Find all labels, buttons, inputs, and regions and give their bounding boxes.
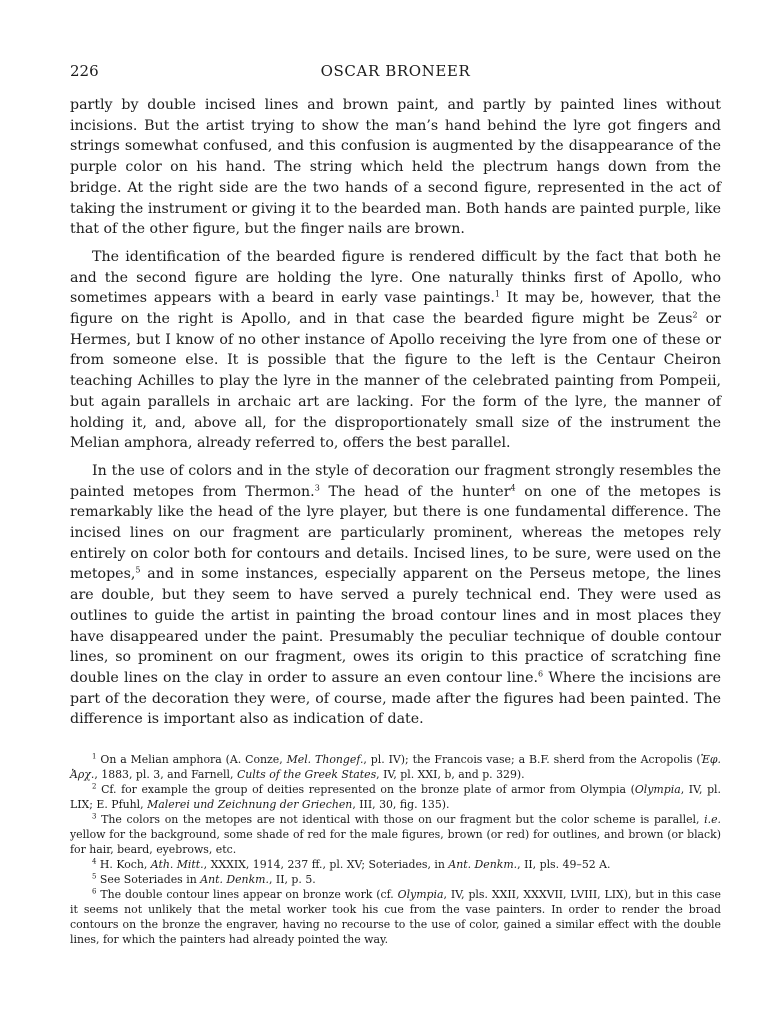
footnote-marker: 1 [494,289,500,299]
text-run: , II, p. 5. [268,873,316,886]
text-run: H. Koch, [96,858,151,871]
italic-citation: Ἐφ. Ἀρχ. [70,753,721,781]
italic-citation: i.e. [704,813,721,826]
text-run: partly by double incised lines and brown paint, and partly by painted lines without incisions. But the artist trying to show the man’s hand behind the lyre got fingers and strings somewhat confused, and this confusion is augmented by the disappearance of the purple color on his hand. The string which held the plectrum hangs down from the bridge. At the right side are the two hands of a second figure, represented in the act of taking the instrument or giving it to the bearded man. Both hands are painted purple, like that of the other figure, but the finger nails are brown. [70,97,721,238]
italic-citation: Ant. Denkm. [448,858,518,871]
footnote-marker: 4 [510,482,516,492]
italic-citation: Ant. Denkm. [200,873,269,886]
text-run: , XXXIX, 1914, 237 ff., pl. XV; Soteriades, in [203,858,449,871]
text-run: yellow for the background, some shade of red for the male figures, brown (or red) for outlines, and brown (or black) for hair, beard, eyebrows, etc. [70,828,721,856]
paragraph [70,247,721,454]
paragraph [70,461,721,730]
footnote-marker: 6 [538,669,544,679]
footnote-marker: 3 [314,482,320,492]
text-run: , II, pls. 49–52 A. [517,858,611,871]
text-run: The identification of the bearded figure is rendered difficult by the fact that both he and the second figure are holding the lyre. One naturally thinks first of Apollo, who sometimes appears with a beard in early vase paintings. [70,248,721,307]
body-text [70,95,721,737]
running-head: OSCAR BRONEER [320,62,471,80]
text-run: on one of the metopes is remarkably like the head of the lyre player, but there is one fundamental difference. The incised lines on our fragment are particularly prominent, whereas the metopes rely entirely on color both for contours and details. Incised lines, to be sure, were used on the metopes, [70,483,721,583]
text-run: , 1883, pl. 3, and Farnell, [94,768,237,781]
footnote-marker: 3 [92,812,97,821]
footnote-marker: 1 [92,752,97,761]
footnote [70,782,721,812]
text-run: or Hermes, but I know of no other instance of Apollo receiving the lyre from one of these or from someone else. It is possible that the figure to the left is the Centaur Cheiron teaching Achilles to play the lyre in the manner of the celebrated painting from Pompeii, but again parallels in archaic art are lacking. For the form of the lyre, the manner of holding it, and, above all, for the disproportionately small size of the instrument the Melian amphora, already referred to, offers the best parallel. [70,311,722,452]
page-header [70,62,721,84]
footnote [70,857,721,872]
footnote [70,887,721,947]
footnote-marker: 4 [92,857,97,866]
text-run: See Soteriades in [96,873,201,886]
text-run: , IV, pls. XXII, XXXVII, LVIII, LIX), but in this case it seems not unlikely that the metal worker took his cue from the vase painters. In order to render the broad contours on the bronze the engraver, having no recourse to the use of color, gained a similar effect with the double lines, for which the painters had already pointed the way. [70,888,721,946]
italic-citation: Olympia [397,888,444,901]
text-run: , pl. IV); the Francois vase; a B.F. sherd from the Acropolis ( [363,753,701,766]
text-run: The colors on the metopes are not identical with those on our fragment but the color scheme is parallel, [96,813,705,826]
footnote-marker: 2 [92,782,97,791]
text-run: Where the incisions are part of the decoration they were, of course, made after the figures had been painted. The difference is important also as indication of date. [70,669,721,728]
footnotes [70,752,721,947]
text-run: On a Melian amphora (A. Conze, [96,753,287,766]
italic-citation: Olympia [634,783,681,796]
italic-citation: Mel. Thongef. [286,753,364,766]
footnote [70,872,721,887]
footnote [70,752,721,782]
page-number: 226 [70,62,99,80]
text-run: The head of the hunter [319,483,511,500]
footnote-marker: 5 [135,565,141,575]
text-run: It may be, however, that the figure on the right is Apollo, and in that case the bearded figure might be Zeus [70,290,722,328]
footnote [70,812,721,857]
paragraph [70,95,721,240]
text-run: , IV, pl. LIX; E. Pfuhl, [70,783,721,811]
footnote-marker: 2 [692,310,698,320]
footnote-marker: 6 [92,887,97,896]
text-run: The double contour lines appear on bronze work (cf. [96,888,398,901]
text-run: , III, 30, fig. 135). [352,798,450,811]
text-run: Cf. for example the group of deities represented on the bronze plate of armor from Olympia ( [96,783,635,796]
text-run: , IV, pl. XXI, b, and p. 329). [376,768,525,781]
italic-citation: Cults of the Greek States [236,768,377,781]
text-run: and in some instances, especially apparent on the Perseus metope, the lines are double, but they seem to have served a purely technical end. They were used as outlines to guide the artist in painting the broad contour lines and in most places they have disappeared under the paint. Presumably the peculiar technique of double contour lines, so prominent on our fragment, owes its origin to this practice of scratching fine double lines on the clay in order to assure an even contour line. [70,566,721,686]
footnote-marker: 5 [92,872,97,881]
text-run: In the use of colors and in the style of decoration our fragment strongly resembles the painted metopes from Thermon. [70,462,721,500]
italic-citation: Ath. Mitt. [150,858,204,871]
italic-citation: Malerei und Zeichnung der Griechen [147,798,353,811]
